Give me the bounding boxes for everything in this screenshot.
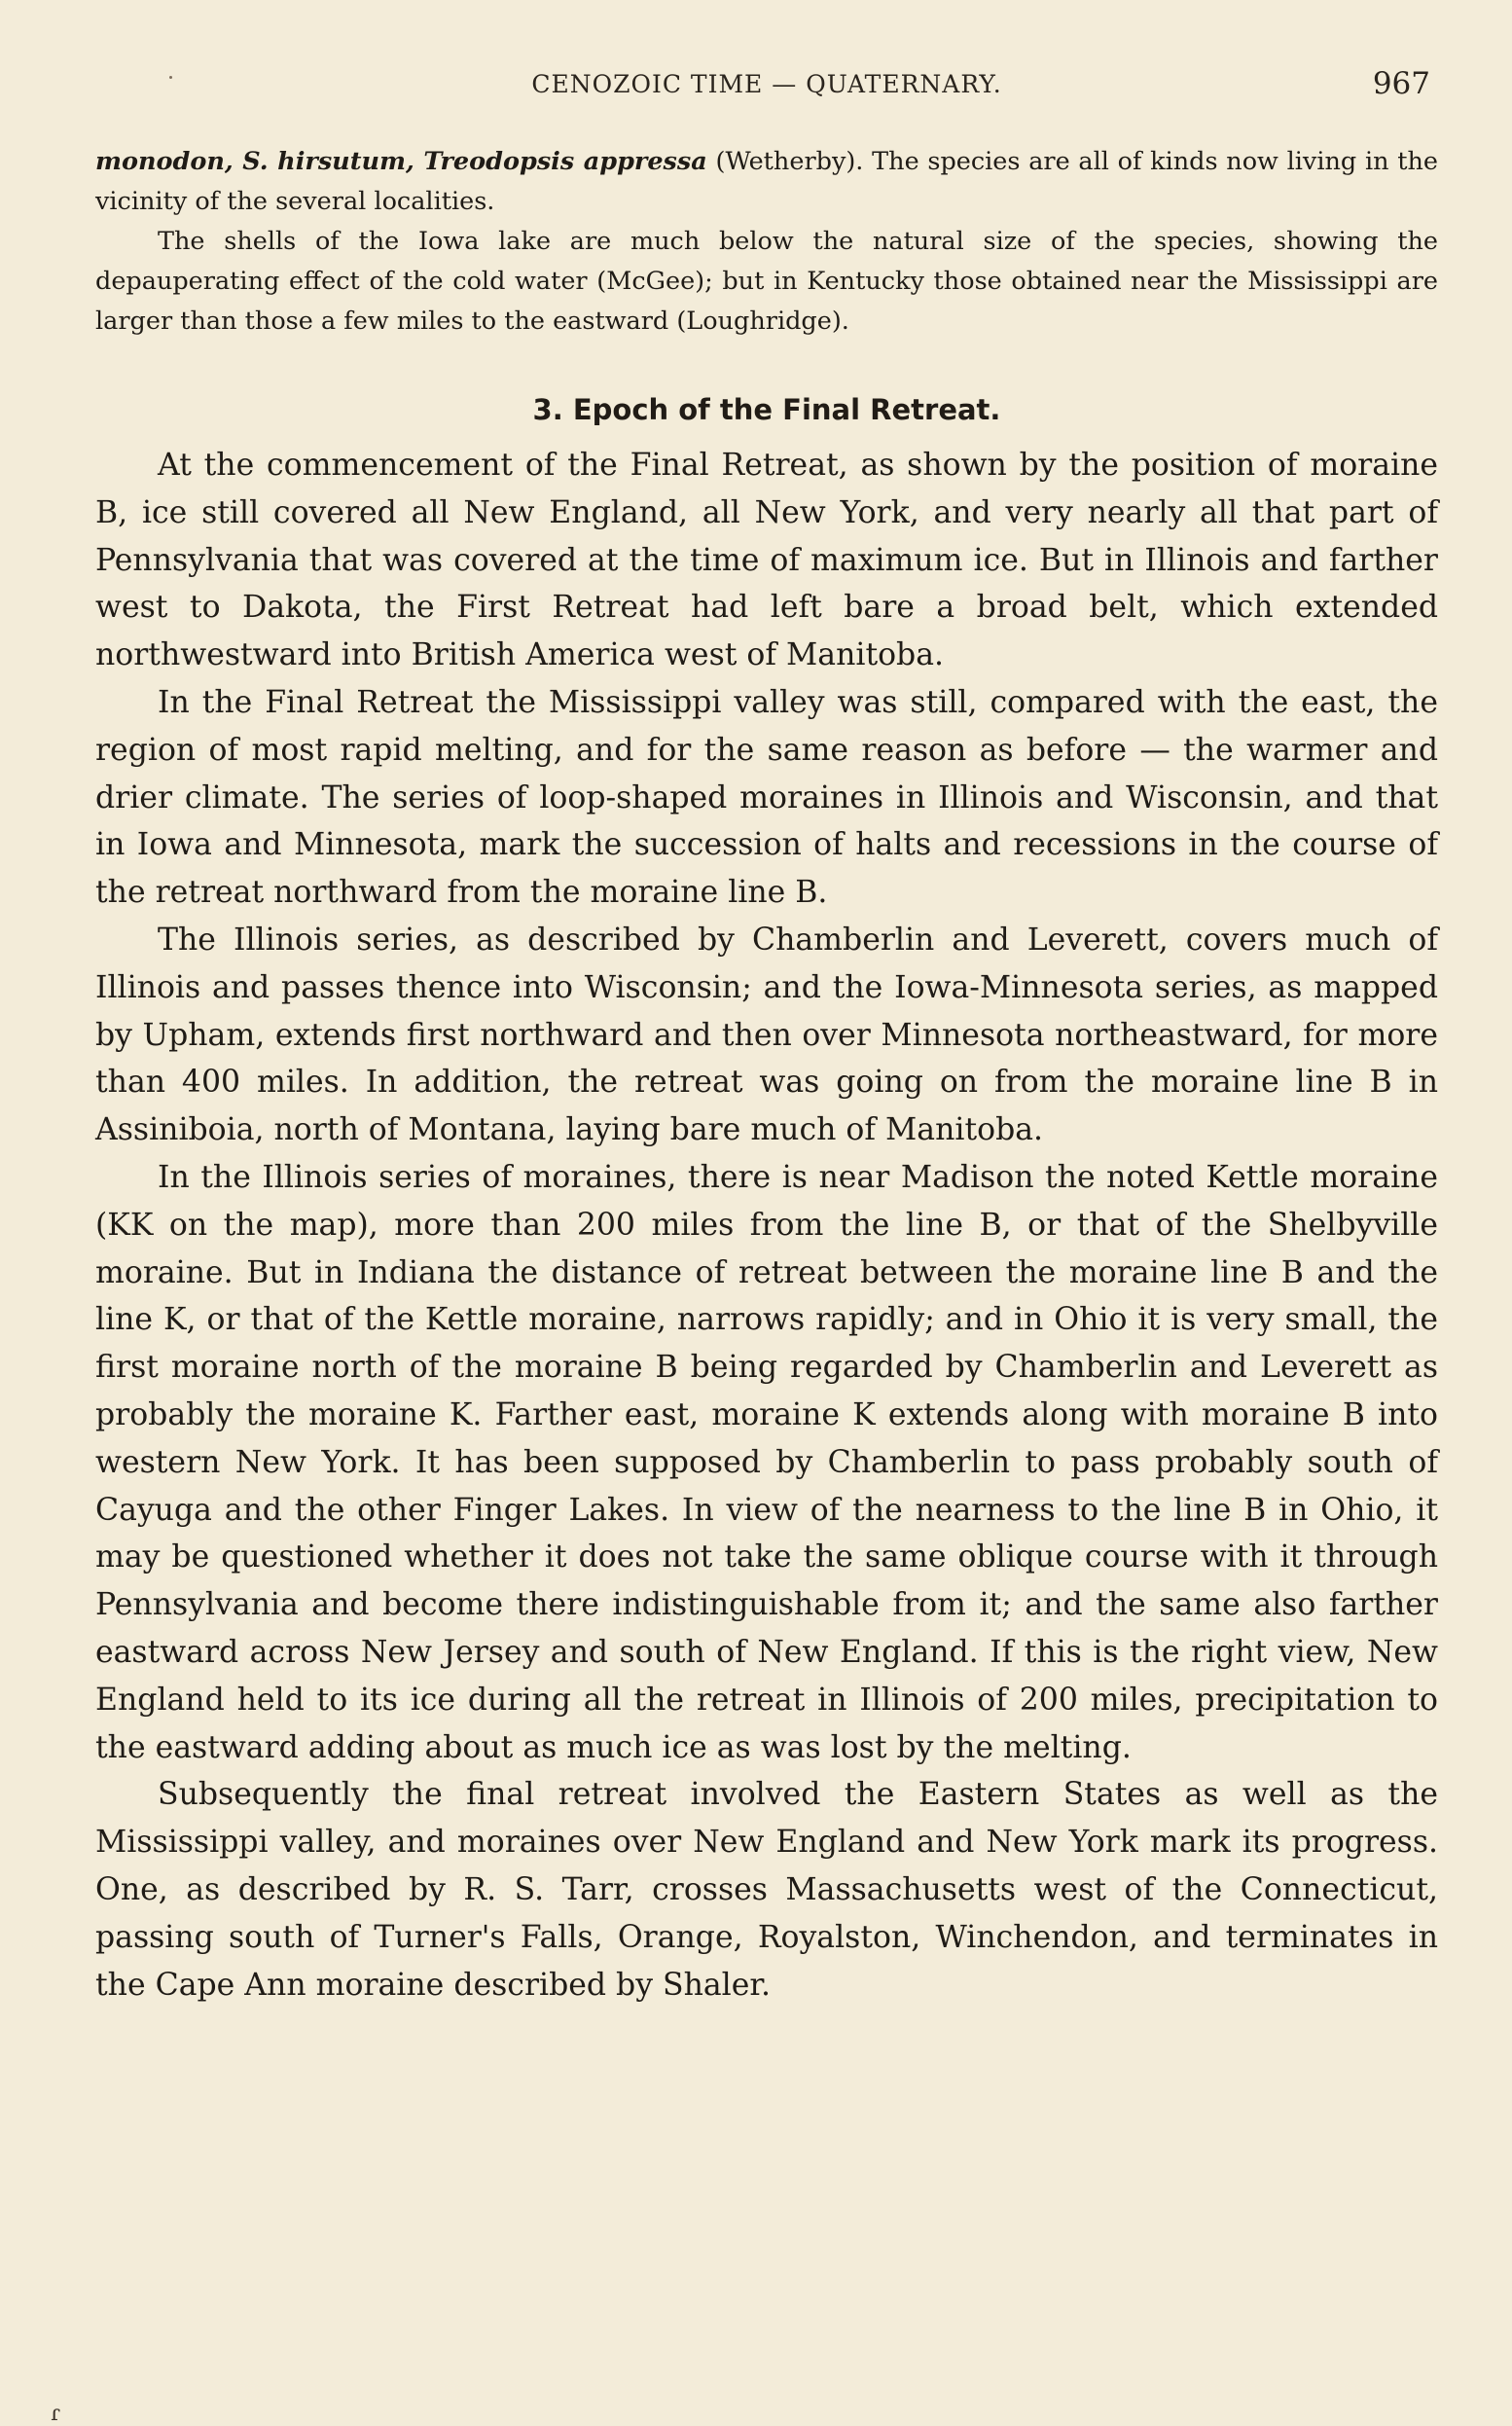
section-body: [95, 442, 1438, 2009]
running-head: [95, 60, 1438, 115]
intro-paragraph-1-text: (Wetherby). The species are all of kinds now living in the vicinity of the several localities.: [95, 147, 1438, 216]
intro-paragraph-1: [95, 142, 1438, 222]
species-names: monodon, S. hirsutum, Treodopsis appressa: [95, 147, 707, 176]
section-heading: 3. Epoch of the Final Retreat.: [532, 393, 1001, 426]
running-title: CENOZOIC TIME — QUATERNARY.: [531, 70, 1002, 98]
intro-paragraph-2: The shells of the Iowa lake are much below the natural size of the species, showing the depauperating effect of the cold water (McGee); but in Kentucky those obtained near the Mississippi are larger than those a few miles to the eastward (Loughridge).: [95, 227, 1438, 336]
body-paragraph-2: In the Final Retreat the Mississippi valley was still, compared with the east, the region of most rapid melting, and for the same reason as before — the warmer and drier climate. The series of loop-shaped moraines in Illinois and Wisconsin, and that in Iowa and Minnesota, mark the succession of halts and recessions in the course of the retreat northward from the moraine line B.: [95, 684, 1438, 911]
body-paragraph-5: Subsequently the final retreat involved the Eastern States as well as the Mississippi valley, and moraines over New England and New York mark its progress. One, as described by R. S. Tarr, crosses Massachusetts west of the Connecticut, passing south of Turner's Falls, Orange, Royalston, Winchendon, and terminates in the Cape Ann moraine described by Shaler.: [95, 1777, 1438, 2003]
body-paragraph-1: At the commencement of the Final Retreat, as shown by the position of moraine B, ice still covered all New England, all New York, and very nearly all that part of Pennsylvania that was covered at the time of maximum ice. But in Illinois and farther west to Dakota, the First Retreat had left bare a broad belt, which extended northwestward into British America west of Manitoba.: [95, 448, 1438, 673]
margin-mark: ɾ: [51, 2402, 60, 2426]
body-paragraph-4: In the Illinois series of moraines, there is near Madison the noted Kettle moraine (KK on the map), more than 200 miles from the line B, or that of the Shelbyville moraine. But in Indiana the distance of retreat between the moraine line B and the line K, or that of the Kettle moraine, narrows rapidly; and in Ohio it is very small, the first moraine north of the moraine B being regarded by Chamberlin and Leverett as probably the moraine K. Farther east, moraine K extends along with moraine B into western New York. It has been supposed by Chamberlin to pass probably south of Cayuga and the other Finger Lakes. In view of the nearness to the line B in Ohio, it may be questioned whether it does not take the same oblique course with it through Pennsylvania and become there indistinguishable from it; and the same also farther eastward across New Jersey and south of New England. If this is the right view, New England held to its ice during all the retreat in Illinois of 200 miles, precipitation to the eastward adding about as much ice as was lost by the melting.: [95, 1159, 1438, 1765]
body-paragraph-3: The Illinois series, as described by Chamberlin and Leverett, covers much of Illinois and passes thence into Wisconsin; and the Iowa-Minnesota series, as mapped by Upham, extends first northward and then over Minnesota northeastward, for more than 400 miles. In addition, the retreat was going on from the moraine line B in Assiniboia, north of Montana, laying bare much of Manitoba.: [95, 922, 1438, 1148]
intro-block: [95, 142, 1438, 342]
page-number: 967: [1372, 66, 1430, 101]
page: [95, 60, 1438, 2009]
